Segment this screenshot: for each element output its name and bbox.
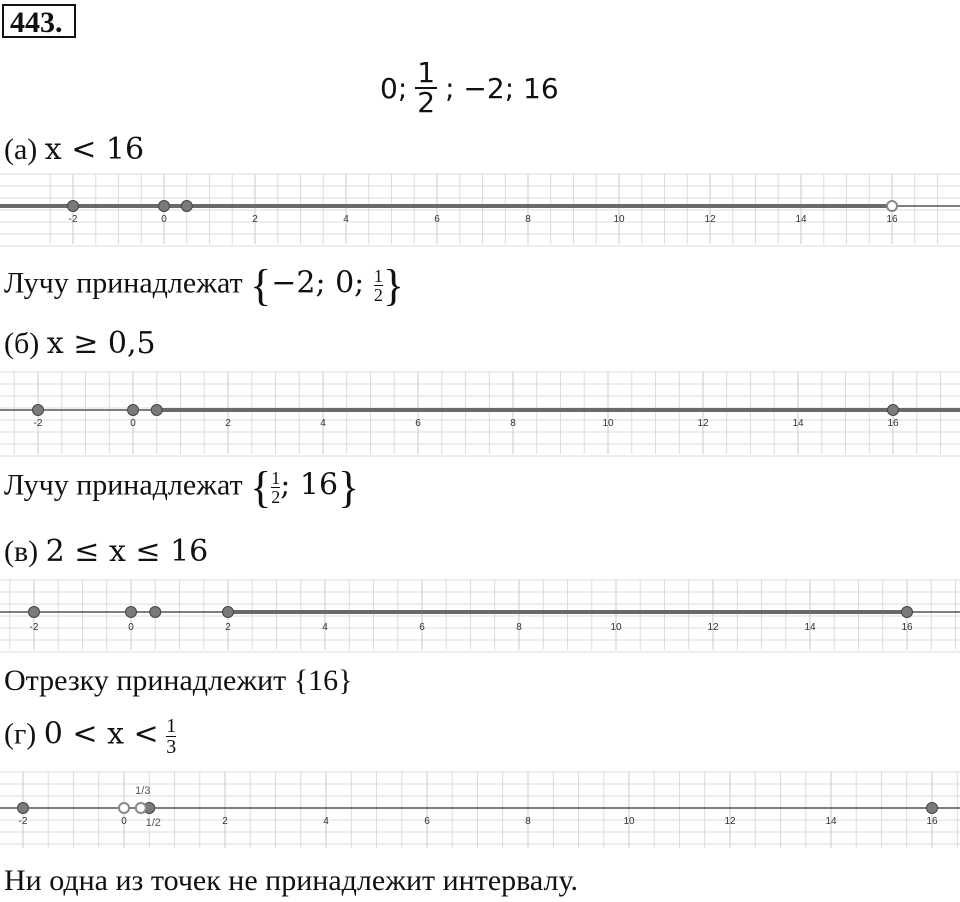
tick-label: 10 bbox=[623, 816, 635, 827]
tick-label: 6 bbox=[434, 214, 440, 225]
tick-label: 2 bbox=[252, 214, 258, 225]
tick-label: 12 bbox=[704, 214, 716, 225]
part-c-label: (в) bbox=[4, 535, 39, 568]
part-c-heading bbox=[4, 534, 208, 569]
part-a-inequality: x < 16 bbox=[44, 132, 145, 167]
tick-label: 4 bbox=[322, 622, 328, 633]
tick-label: 4 bbox=[343, 214, 349, 225]
point bbox=[150, 607, 161, 618]
given-fraction bbox=[415, 56, 437, 119]
tick-label: 0 bbox=[121, 816, 127, 827]
frac-den: 3 bbox=[166, 736, 177, 758]
tick-label: 2 bbox=[222, 816, 228, 827]
part-b-label: (б) bbox=[4, 327, 40, 360]
tick-label: 6 bbox=[419, 622, 425, 633]
point-label: 1/2 bbox=[145, 817, 161, 829]
part-b-heading bbox=[4, 326, 156, 361]
open-point bbox=[136, 803, 146, 813]
point bbox=[33, 405, 44, 416]
number-line-b bbox=[0, 368, 960, 458]
part-b-conclusion bbox=[4, 462, 359, 513]
tick-label: 8 bbox=[525, 816, 531, 827]
given-frac-den: 2 bbox=[417, 86, 436, 119]
part-a-heading bbox=[4, 132, 144, 167]
tick-label: 12 bbox=[697, 418, 709, 429]
tick-label: 10 bbox=[613, 214, 625, 225]
tick-label: 2 bbox=[225, 418, 231, 429]
part-b-inequality: x ≥ 0,5 bbox=[46, 326, 156, 361]
left-brace: { bbox=[250, 261, 272, 310]
given-first: 0; bbox=[380, 71, 408, 105]
part-d-heading bbox=[4, 716, 176, 757]
tick-label: 12 bbox=[724, 816, 736, 827]
tick-label: 12 bbox=[707, 622, 719, 633]
open-point bbox=[887, 201, 897, 211]
tick-label: 10 bbox=[610, 622, 622, 633]
frac-den: 2 bbox=[373, 285, 383, 305]
tick-label: 16 bbox=[886, 214, 898, 225]
point bbox=[223, 607, 234, 618]
tick-label: 10 bbox=[602, 418, 614, 429]
part-b-set-fraction bbox=[271, 469, 280, 506]
tick-label: 14 bbox=[792, 418, 804, 429]
part-d-label: (г) bbox=[4, 717, 37, 751]
part-d-conclusion: Ни одна из точек не принадлежит интервалу. bbox=[4, 864, 578, 897]
point bbox=[888, 405, 899, 416]
frac-den: 2 bbox=[271, 487, 281, 507]
tick-label: 8 bbox=[516, 622, 522, 633]
point bbox=[151, 405, 162, 416]
tick-label: 2 bbox=[225, 622, 231, 633]
part-c-conclusion: Отрезку принадлежит {16} bbox=[4, 664, 353, 697]
number-line-a bbox=[0, 166, 960, 248]
tick-label: 6 bbox=[424, 816, 430, 827]
point bbox=[68, 201, 79, 212]
part-a-conclusion bbox=[4, 260, 404, 311]
right-brace: } bbox=[382, 261, 404, 310]
tick-label: 0 bbox=[161, 214, 167, 225]
given-numbers bbox=[380, 48, 559, 128]
frac-num: 1 bbox=[271, 468, 281, 488]
point bbox=[29, 607, 40, 618]
open-point bbox=[119, 803, 129, 813]
point bbox=[159, 201, 170, 212]
point bbox=[181, 201, 192, 212]
tick-label: 4 bbox=[323, 816, 329, 827]
part-a-label: (а) bbox=[4, 133, 38, 166]
tick-label: 8 bbox=[525, 214, 531, 225]
tick-label: 8 bbox=[510, 418, 516, 429]
tick-label: -2 bbox=[18, 816, 28, 827]
frac-num: 1 bbox=[373, 266, 383, 286]
part-c-inequality: 2 ≤ x ≤ 16 bbox=[45, 534, 209, 569]
given-rest: ; −2; 16 bbox=[445, 71, 559, 105]
tick-label: 4 bbox=[320, 418, 326, 429]
number-line-d bbox=[0, 766, 960, 852]
part-a-conclusion-text: Лучу принадлежат bbox=[4, 266, 243, 300]
part-a-set: −2; 0; bbox=[271, 265, 374, 301]
tick-label: 14 bbox=[825, 816, 837, 827]
part-d-inequality-fraction bbox=[166, 716, 176, 757]
number-line-c bbox=[0, 572, 960, 654]
problem-number: 443. bbox=[2, 4, 76, 38]
tick-label: -2 bbox=[29, 622, 39, 633]
frac-num: 1 bbox=[166, 715, 177, 737]
point-label: 1/3 bbox=[135, 785, 151, 797]
tick-label: 16 bbox=[926, 816, 938, 827]
tick-label: 0 bbox=[130, 418, 136, 429]
point bbox=[128, 405, 139, 416]
tick-label: -2 bbox=[33, 418, 43, 429]
tick-label: 14 bbox=[804, 622, 816, 633]
right-brace: } bbox=[338, 463, 360, 512]
tick-label: -2 bbox=[68, 214, 78, 225]
tick-label: 0 bbox=[128, 622, 134, 633]
point bbox=[902, 607, 913, 618]
given-frac-num: 1 bbox=[417, 56, 436, 89]
part-d-inequality: 0 < x < bbox=[43, 716, 159, 752]
tick-label: 14 bbox=[795, 214, 807, 225]
part-b-set: ; 16 bbox=[280, 467, 339, 503]
left-brace: { bbox=[250, 463, 272, 512]
tick-label: 16 bbox=[887, 418, 899, 429]
point bbox=[18, 803, 29, 814]
part-b-conclusion-text: Лучу принадлежат bbox=[4, 468, 243, 502]
tick-label: 6 bbox=[415, 418, 421, 429]
tick-label: 16 bbox=[901, 622, 913, 633]
point bbox=[126, 607, 137, 618]
point bbox=[927, 803, 938, 814]
part-a-set-fraction bbox=[374, 267, 383, 304]
